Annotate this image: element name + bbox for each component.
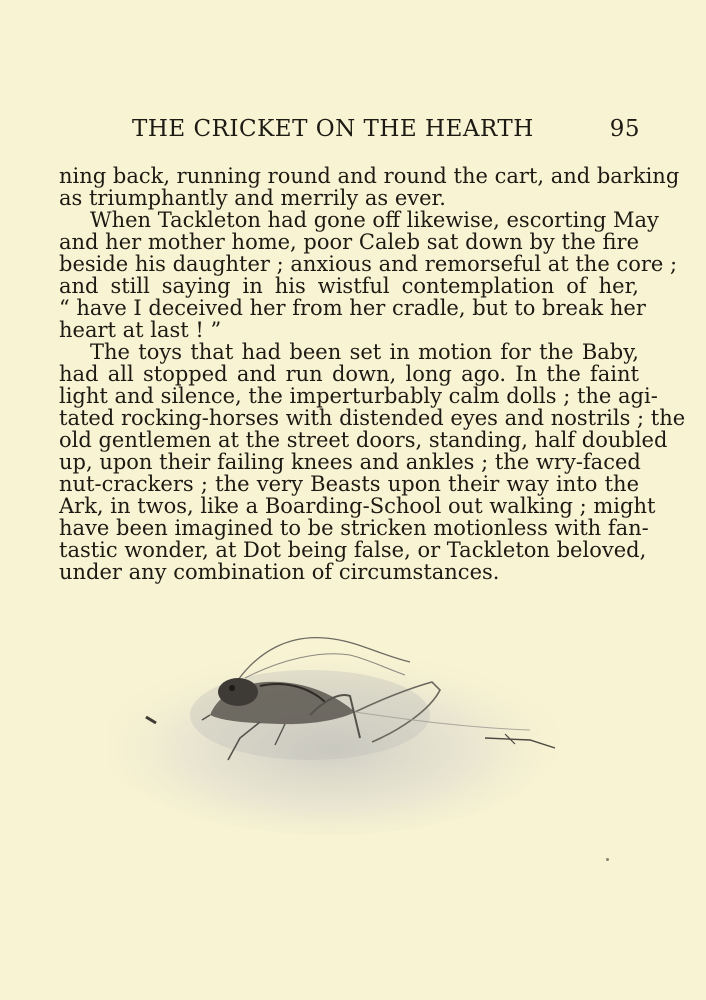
- text-line: “ have I deceived her from her cradle, but to break her: [59, 296, 646, 320]
- text-line: and still saying in his wistful contemplation of her,: [59, 274, 639, 298]
- text-line: The toys that had been set in motion for the Baby,: [90, 340, 639, 364]
- text-line: up, upon their failing knees and ankles ; the wry-faced: [59, 450, 641, 474]
- text-line: heart at last ! ”: [59, 318, 222, 342]
- text-line: and her mother home, poor Caleb sat down by the fire: [59, 230, 639, 254]
- running-title: THE CRICKET ON THE HEARTH: [132, 116, 534, 142]
- cricket-illustration: [110, 620, 600, 840]
- text-line: nut-crackers ; the very Beasts upon their way into the: [59, 472, 639, 496]
- page-header: [60, 116, 640, 150]
- text-line: have been imagined to be stricken motionless with fan-: [59, 516, 649, 540]
- text-line: tastic wonder, at Dot being false, or Tackleton beloved,: [59, 538, 647, 562]
- text-line: light and silence, the imperturbably calm dolls ; the agi-: [59, 384, 658, 408]
- text-line: as triumphantly and merrily as ever.: [59, 186, 446, 210]
- body-text: [59, 164, 686, 584]
- text-line: old gentlemen at the street doors, standing, half doubled: [59, 428, 668, 452]
- paper-speck: [606, 858, 609, 861]
- text-line: beside his daughter ; anxious and remorseful at the core ;: [59, 252, 678, 276]
- text-line: tated rocking-horses with distended eyes and nostrils ; the: [59, 406, 686, 430]
- text-line: Ark, in twos, like a Boarding-School out walking ; might: [59, 494, 656, 518]
- page-number: 95: [609, 116, 640, 142]
- text-line: ning back, running round and round the cart, and barking: [59, 164, 680, 188]
- text-line: When Tackleton had gone off likewise, escorting May: [90, 208, 659, 232]
- text-line: had all stopped and run down, long ago. In the faint: [59, 362, 639, 386]
- text-line: under any combination of circumstances.: [59, 560, 500, 584]
